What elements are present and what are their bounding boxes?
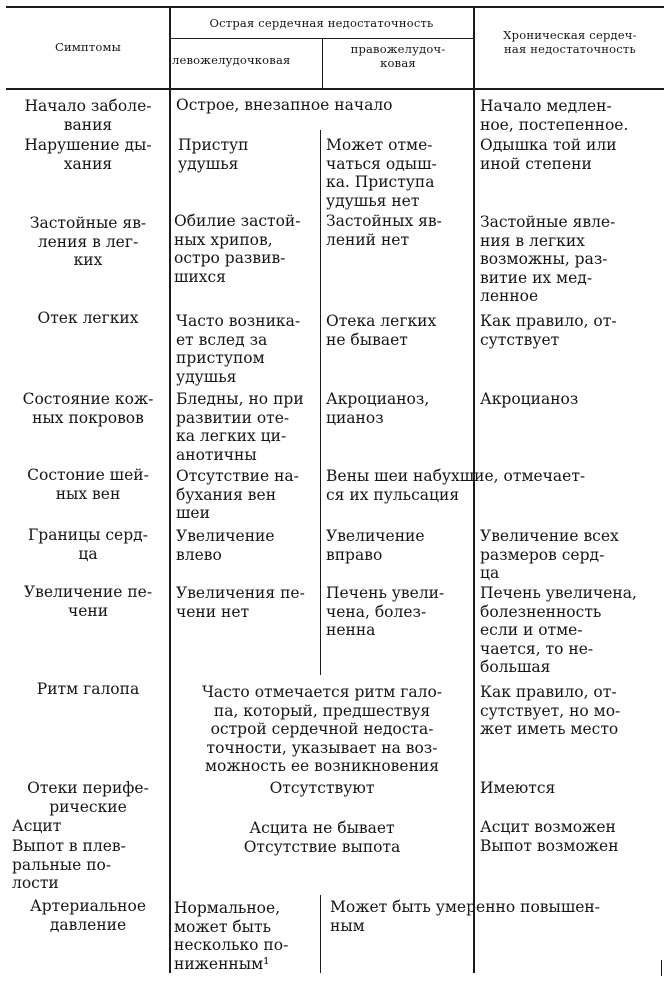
left-breathing: Приступ удушья	[178, 136, 249, 173]
symptom-peripheral-edema: Отеки перифе- рические	[27, 779, 149, 816]
chronic-pleural-effusion: Выпот возможен	[480, 837, 619, 855]
body-divider-2a	[320, 130, 321, 675]
symptom-gallop: Ритм галопа	[36, 680, 140, 698]
body-divider-2b	[320, 895, 321, 973]
header-left-ventricular: левожелудочковая	[172, 53, 291, 67]
right-skin: Акроцианоз, цианоз	[326, 390, 430, 427]
right-liver: Печень увели- чена, болез- ненна	[326, 584, 445, 639]
right-edge-mark	[661, 960, 662, 976]
right-chronic-neck-veins: Вены шеи набухшие, отмечает- ся их пульсация	[326, 467, 586, 504]
right-breathing: Может отме- чаться одыш- ка. Приступа удушья нет	[326, 136, 437, 210]
symptom-ascites: Асцит	[12, 817, 62, 835]
chronic-skin: Акроцианоз	[480, 390, 579, 408]
symptom-blood-pressure: Артериальное давление	[29, 897, 147, 934]
left-neck-veins: Отсутствие на- бухания вен шеи	[176, 467, 299, 522]
left-lung-congestion: Обилие застой- ных хрипов, остро развив- шихся	[174, 212, 301, 286]
header-chronic-failure: Хроническая сердеч- ная недостаточность	[503, 28, 637, 56]
symptom-onset: Начало заболе- вания	[24, 97, 152, 134]
acute-onset: Острое, внезапное начало	[176, 96, 393, 114]
left-heart-borders: Увеличение влево	[176, 527, 275, 564]
header-bottom-rule	[6, 88, 664, 90]
chronic-breathing: Одышка той или иной степени	[480, 136, 617, 173]
symptom-liver: Увеличение пе- чени	[23, 583, 153, 620]
chronic-ascites: Асцит возможен	[480, 818, 616, 836]
chronic-gallop: Как правило, от- сутствует, но мо- жет иметь место	[480, 683, 621, 738]
acute-pleural-effusion: Отсутствие выпота	[243, 838, 401, 856]
chronic-onset: Начало медлен- ное, постепенное.	[480, 97, 629, 134]
symptom-breathing: Нарушение ды- хания	[24, 136, 152, 173]
chronic-liver: Печень увеличена, болезненность если и отме- чается, то не- большая	[480, 584, 637, 676]
symptom-heart-borders: Границы серд- ца	[28, 526, 148, 563]
header-right-ventricular: правожелудоч- ковая	[350, 42, 446, 70]
acute-peripheral-edema: Отсутствуют	[269, 779, 375, 797]
left-skin: Бледны, но при развитии оте- ка легких ци- анотичны	[176, 390, 304, 464]
right-heart-borders: Увеличение вправо	[326, 527, 425, 564]
left-pulmonary-edema: Часто возника- ет вслед за приступом удушья	[176, 312, 301, 386]
acute-gallop: Часто отмечается ритм гало- па, который, предшествуя острой сердечной недоста- точности, указывает на воз- можность ее возникновения	[201, 683, 443, 775]
acute-ascites: Асцита не бывает	[249, 819, 395, 837]
left-blood-pressure: Нормальное, может быть несколько по- ниженным¹	[174, 899, 289, 973]
chronic-pulmonary-edema: Как правило, от- сутствует	[480, 312, 617, 349]
symptom-lung-congestion: Застойные яв- ления в лег- ких	[29, 214, 147, 269]
left-liver: Увеличения пе- чени нет	[176, 584, 305, 621]
chronic-lung-congestion: Застойные явле- ния в легких возможны, раз- витие их мед- ленное	[480, 213, 616, 305]
right-lung-congestion: Застойных яв- лений нет	[326, 212, 442, 249]
column-divider-1	[169, 7, 171, 973]
symptom-skin: Состояние кож- ных покровов	[22, 390, 154, 427]
symptom-pleural-effusion: Выпот в плев- ральные по- лости	[12, 837, 126, 892]
header-symptoms: Симптомы	[54, 40, 122, 54]
symptom-neck-veins: Состоние шей- ных вен	[27, 466, 149, 503]
right-pulmonary-edema: Отека легких не бывает	[326, 312, 437, 349]
top-rule	[6, 6, 664, 8]
header-acute-failure: Острая сердечная недостаточность	[209, 16, 434, 30]
chronic-peripheral-edema: Имеются	[480, 779, 556, 797]
symptom-pulmonary-edema: Отек легких	[37, 309, 139, 327]
chronic-heart-borders: Увеличение всех размеров серд- ца	[480, 527, 619, 582]
header-divider-2	[322, 39, 323, 89]
right-chronic-blood-pressure: Может быть умеренно повышен- ным	[330, 898, 600, 935]
